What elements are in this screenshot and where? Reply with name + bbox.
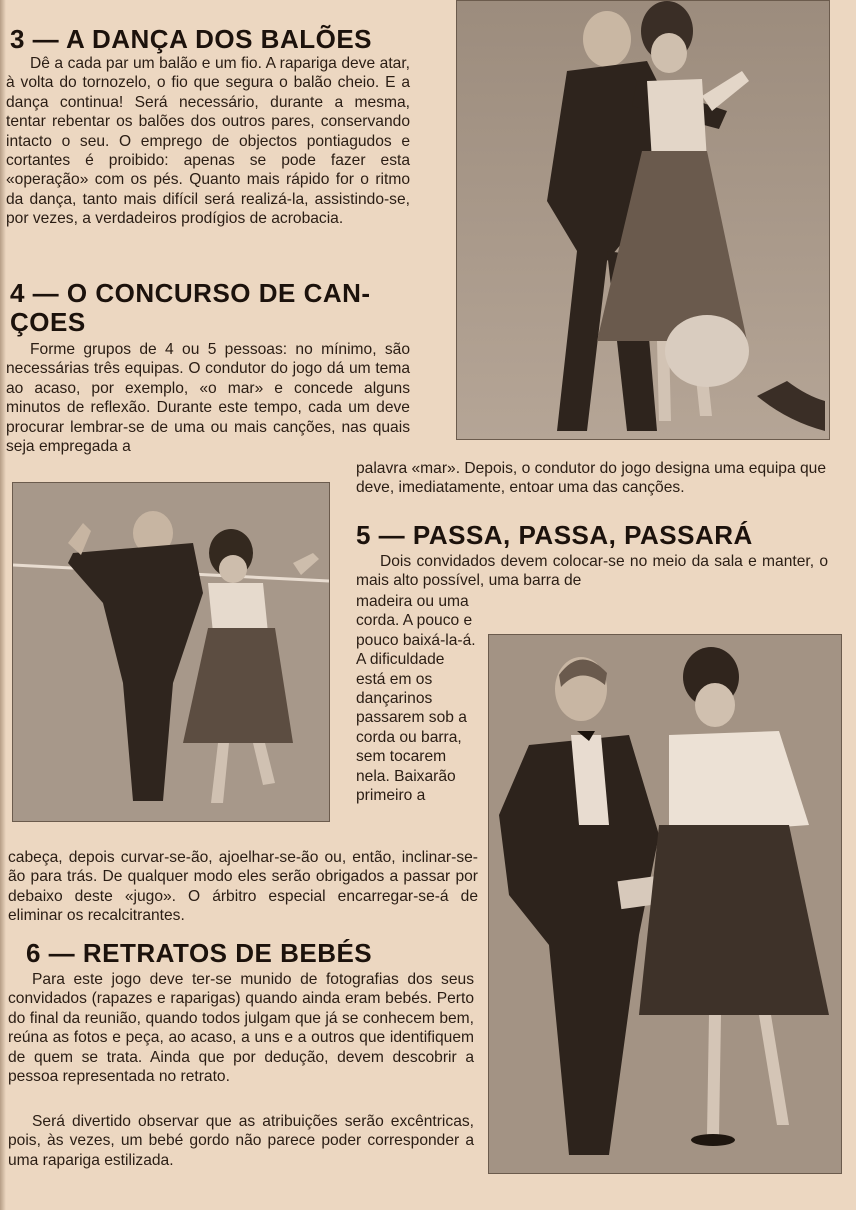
section-5-body-part1: Dois convidados devem colocar-se no meio da sala e manter, o mais alto possível, uma barra de <box>356 553 828 590</box>
section-6-body-part2: Será divertido observar que as atribuições serão excêntricas, pois, às vezes, um bebé gordo não parece poder corresponder a uma rapariga estilizada. <box>8 1113 474 1169</box>
section-6-title: 6 — RETRATOS DE BEBÉS <box>26 938 373 968</box>
photo-limbo-couple <box>12 482 330 822</box>
couple-photo-illustration <box>489 635 841 1173</box>
section-3-body: Dê a cada par um balão e um fio. A rapariga deve atar, à volta do tornozelo, o fio que segura o balão cheio. E a dança continua! Será necessário, durante a mesma, tentar rebentar os balões dos outros pares, conservando intacto o seu. O emprego de objectos pontiagudos e cortantes é proibido: apenas se pode fazer esta «operação» com os pés. Quanto mais rápido for o ritmo da dança, tanto mais difícil será realizá-la, assistindo-se, por vezes, a verdadeiros prodígios de acrobacia. <box>6 55 410 228</box>
section-5-body-part2: madeira ou uma corda. A pouco e pouco baixá-la-á. A dificuldade está em os dançarinos passarem sob a corda ou barra, sem tocarem nela. Baixarão primeiro a <box>356 593 476 805</box>
section-4-title-line2: ÇOES <box>10 307 86 337</box>
section-4-body-part2: palavra «mar». Depois, o condutor do jogo designa uma equipa que deve, imediatamente, entoar uma das canções. <box>356 460 826 497</box>
balloon-dance-illustration <box>457 1 829 439</box>
section-3-title: 3 — A DANÇA DOS BALÕES <box>10 24 373 54</box>
limbo-couple-illustration <box>13 483 329 821</box>
section-5-body-part3: cabeça, depois curvar-se-ão, ajoelhar-se-ão ou, então, inclinar-se-ão para trás. De qualquer modo eles serão obrigados a passar por debaixo deste «jugo». O árbitro especial encarregar-se-á de eliminar os recalcitrantes. <box>8 849 478 925</box>
section-4-title-line1: 4 — O CONCURSO DE CAN- <box>10 278 371 308</box>
photo-couple-with-photo <box>488 634 842 1174</box>
section-5-title: 5 — PASSA, PASSA, PASSARÁ <box>356 520 753 550</box>
photo-balloon-dance <box>456 0 830 440</box>
section-4-body-part1: Forme grupos de 4 ou 5 pessoas: no mínimo, são necessárias três equipas. O condutor do jogo dá um tema ao acaso, por exemplo, «o mar» e concede alguns minutos de reflexão. Durante este tempo, cada um deve procurar lembrar-se de uma ou mais canções, nas quais seja empregada a <box>6 341 410 456</box>
section-6-body-part1: Para este jogo deve ter-se munido de fotografias dos seus convidados (rapazes e raparigas) quando ainda eram bebés. Perto do final da reunião, quando todos julgam que já se conhecem bem, reúna as fotos e peça, ao acaso, a uns e a outros que identifiquem de quem se trata. Ainda que por dedução, devem descobrir a pessoa representada no retrato. <box>8 971 474 1086</box>
